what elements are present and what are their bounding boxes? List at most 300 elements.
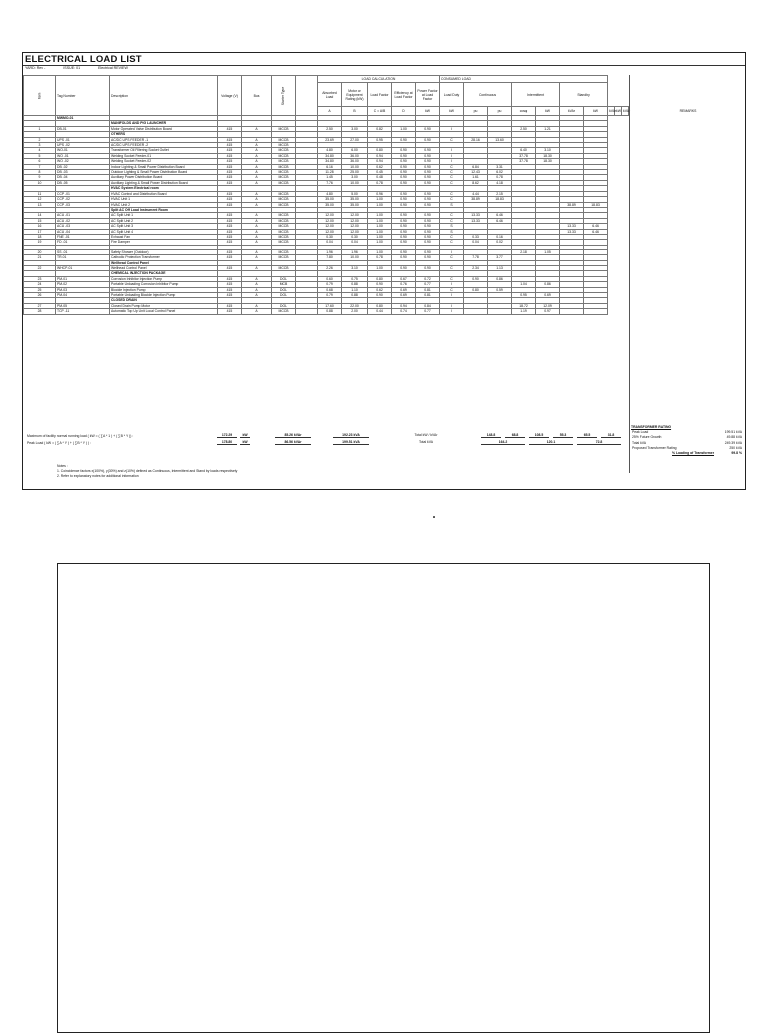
cell-pf: 0.90 bbox=[416, 191, 440, 196]
cell-v: 415 bbox=[218, 282, 242, 287]
cell-r: 10.00 bbox=[342, 164, 368, 169]
cell-ef: 0.90 bbox=[392, 265, 416, 270]
cell-a: 0.88 bbox=[318, 309, 342, 314]
cell-b: A bbox=[242, 287, 272, 292]
transformer-rating-panel bbox=[629, 425, 745, 456]
col-remarks: REMARKS bbox=[679, 109, 697, 113]
cell-s: MCCB bbox=[272, 255, 296, 260]
cell-n: 9 bbox=[24, 175, 56, 180]
note-item: 1. Coincidence factors x(100%), y(30%) and z(10%) defined as Continuous, Intermittent and Stand by loads respectively bbox=[57, 469, 238, 473]
cell-iq: 1.05 bbox=[536, 249, 560, 254]
cell-a: 1.96 bbox=[318, 249, 342, 254]
cell-n: 24 bbox=[24, 282, 56, 287]
cell-iq: 0.69 bbox=[536, 293, 560, 298]
cell-b: A bbox=[242, 234, 272, 239]
load-table bbox=[23, 75, 629, 315]
cell-iq: 0.86 bbox=[536, 282, 560, 287]
cell-n: 15 bbox=[24, 218, 56, 223]
cell-n: 3 bbox=[24, 143, 56, 148]
cell-tag: DB -02 bbox=[56, 164, 110, 169]
cell-b: A bbox=[242, 303, 272, 308]
cell-a: 1.45 bbox=[318, 175, 342, 180]
cell-tag: PM-04 bbox=[56, 293, 110, 298]
cell-lf: 0.80 bbox=[368, 303, 392, 308]
notes-heading: Notes : bbox=[57, 464, 68, 468]
cell-b: A bbox=[242, 153, 272, 158]
unit-cell: kW bbox=[440, 107, 464, 116]
cell-iq: 18.30 bbox=[536, 159, 560, 164]
cell-b: A bbox=[242, 293, 272, 298]
cell-cq: 3.31 bbox=[488, 164, 512, 169]
cell-r: 35.00 bbox=[342, 197, 368, 202]
cell-ef: 0.90 bbox=[392, 249, 416, 254]
cell-a: 0.30 bbox=[318, 234, 342, 239]
cell-b: A bbox=[242, 276, 272, 281]
cell-lf: 1.00 bbox=[368, 234, 392, 239]
col-load-factor: Load Factor bbox=[368, 83, 392, 107]
cell-d: AC/DC UPS FEEDER -2 bbox=[110, 143, 218, 148]
cell-d: Wellhead Control Panel bbox=[110, 265, 218, 270]
cell-r: 1.96 bbox=[342, 249, 368, 254]
cell-d: Motor Operated Valve Distribution Board bbox=[110, 126, 218, 131]
cell-v: 415 bbox=[218, 175, 242, 180]
cell-b: A bbox=[242, 164, 272, 169]
cell-ck: 0.33 bbox=[464, 234, 488, 239]
cell-pf: 0.77 bbox=[416, 282, 440, 287]
cell-d: HVAC Unit 1 bbox=[110, 197, 218, 202]
cell-ef: 0.90 bbox=[392, 229, 416, 234]
cell-r: 0.04 bbox=[342, 240, 368, 245]
cell-tag: UPS -02 bbox=[56, 143, 110, 148]
cell-s: MCCB bbox=[272, 224, 296, 229]
col-spare bbox=[296, 76, 318, 116]
cell-b: A bbox=[242, 202, 272, 207]
cell-a: 6.16 bbox=[318, 164, 342, 169]
col-voltage: Voltage (V) bbox=[218, 76, 242, 116]
cell-tag: WHCP-01 bbox=[56, 265, 110, 270]
cell-v: 415 bbox=[218, 287, 242, 292]
cell-b: A bbox=[242, 175, 272, 180]
cell-s: MCCB bbox=[272, 202, 296, 207]
stray-mark bbox=[433, 516, 435, 518]
cell-r: 10.00 bbox=[342, 255, 368, 260]
cell-tag: DB-01 bbox=[56, 126, 110, 131]
cell-v: 415 bbox=[218, 234, 242, 239]
cell-ck: 38.89 bbox=[464, 197, 488, 202]
cell-s: MCCB bbox=[272, 240, 296, 245]
cell-s: MCCB bbox=[272, 218, 296, 223]
document-title: ELECTRICAL LOAD LIST bbox=[25, 54, 142, 65]
cell-v: 415 bbox=[218, 191, 242, 196]
cell-ef: 0.90 bbox=[392, 213, 416, 218]
cell-pf: 0.77 bbox=[416, 309, 440, 314]
cell-a: 12.00 bbox=[318, 224, 342, 229]
cell-sk bbox=[560, 309, 584, 314]
cell-lf: 0.62 bbox=[368, 164, 392, 169]
cell-v: 415 bbox=[218, 218, 242, 223]
note-item: 2. Refer to explanatory notes for additional information bbox=[57, 474, 139, 478]
cell-b: A bbox=[242, 148, 272, 153]
cell-du: I bbox=[440, 293, 464, 298]
cell-d: AC Split Unit 2 bbox=[110, 218, 218, 223]
cell-d: Fire Damper bbox=[110, 240, 218, 245]
cell-d: Biocide Injection Pump bbox=[110, 287, 218, 292]
cell-ef: 0.94 bbox=[392, 303, 416, 308]
cell-d: Exhaust Fan bbox=[110, 234, 218, 239]
cell-ik: 1.19 bbox=[512, 309, 536, 314]
transformer-loading-label: % Loading of Transformer bbox=[672, 451, 715, 456]
cell-a: 17.60 bbox=[318, 303, 342, 308]
cell-lf: 1.00 bbox=[368, 213, 392, 218]
blank-page-frame bbox=[57, 563, 710, 1033]
cell-lf: 1.00 bbox=[368, 202, 392, 207]
cell-s: MCCB bbox=[272, 175, 296, 180]
cell-a: 34.80 bbox=[318, 153, 342, 158]
sum-intermittent-kvar: 55.3 bbox=[553, 433, 573, 438]
cell-s: DOL bbox=[272, 303, 296, 308]
cell-n: 6 bbox=[24, 159, 56, 164]
cell-ik: 2.50 bbox=[512, 126, 536, 131]
cell-sk: 38.89 bbox=[560, 202, 584, 207]
transformer-row-unit: kVA bbox=[736, 430, 742, 435]
normal-kw-unit: kW bbox=[240, 433, 250, 438]
cell-n: 28 bbox=[24, 309, 56, 314]
cell-s: MCCB bbox=[272, 126, 296, 131]
cell-r: 12.00 bbox=[342, 218, 368, 223]
total-kw-kvar-label: Total kW / kVAr bbox=[414, 433, 438, 437]
revision-label: Electrical REVIEW bbox=[98, 66, 128, 70]
cell-lf: 0.80 bbox=[368, 148, 392, 153]
cell-v: 415 bbox=[218, 276, 242, 281]
cell-lf: 0.94 bbox=[368, 159, 392, 164]
cell-b: A bbox=[242, 213, 272, 218]
cell-lf: 1.00 bbox=[368, 229, 392, 234]
cell-du: C bbox=[440, 180, 464, 185]
transformer-row-value: 199.51 bbox=[724, 430, 736, 435]
cell-du: C bbox=[440, 287, 464, 292]
col-description: Description bbox=[110, 76, 218, 116]
transformer-row-unit: kVA bbox=[736, 445, 742, 450]
cell-ck: 13.33 bbox=[464, 218, 488, 223]
col-item: Item bbox=[24, 76, 56, 116]
cell-r: 0.88 bbox=[342, 293, 368, 298]
cell-n: 16 bbox=[24, 224, 56, 229]
cell-v: 415 bbox=[218, 309, 242, 314]
cell-d: Automatic Top Up Unit Local Control Panel bbox=[110, 309, 218, 314]
cell-v: 415 bbox=[218, 197, 242, 202]
cell-v: 415 bbox=[218, 137, 242, 142]
cell-b: A bbox=[242, 309, 272, 314]
cell-r: 6.00 bbox=[342, 148, 368, 153]
cell-du: C bbox=[440, 191, 464, 196]
cell-v: 415 bbox=[218, 249, 242, 254]
cell-v: 415 bbox=[218, 170, 242, 175]
cell-ef: 0.90 bbox=[392, 148, 416, 153]
unit-cell: D bbox=[392, 107, 416, 116]
unit-cell: A bbox=[318, 107, 342, 116]
cell-ef: 0.90 bbox=[392, 234, 416, 239]
cell-tag: PM-02 bbox=[56, 282, 110, 287]
col-bus: Bus bbox=[242, 76, 272, 116]
cell-tag: TR-01 bbox=[56, 255, 110, 260]
notes-block bbox=[57, 464, 237, 479]
unit-cell: B bbox=[342, 107, 368, 116]
cell-b: A bbox=[242, 249, 272, 254]
col-load-duty: Load Duty bbox=[440, 83, 464, 107]
cell-cq: 6.46 bbox=[488, 213, 512, 218]
kva-standby: 72.8 bbox=[577, 440, 621, 445]
cell-a: 4.80 bbox=[318, 148, 342, 153]
cell-du: C bbox=[440, 170, 464, 175]
cell-s: MCCB bbox=[272, 153, 296, 158]
cell-n: 27 bbox=[24, 303, 56, 308]
group-heading: CLOSED DRAIN bbox=[110, 298, 218, 303]
cell-pf: 0.90 bbox=[416, 197, 440, 202]
cell-du: C bbox=[440, 234, 464, 239]
unit-cell: kW bbox=[615, 107, 622, 116]
load-calculation-header: LOAD CALCULATION bbox=[318, 76, 440, 83]
cell-b: A bbox=[242, 218, 272, 223]
cell-r: 10.00 bbox=[342, 180, 368, 185]
cell-d: AC Split Unit 1 bbox=[110, 213, 218, 218]
cell-du: C bbox=[440, 276, 464, 281]
cell-lf: 0.48 bbox=[368, 175, 392, 180]
cell-ef: 0.90 bbox=[392, 159, 416, 164]
cell-r: 1.10 bbox=[342, 287, 368, 292]
cell-r: 25.00 bbox=[342, 170, 368, 175]
cell-sq: 18.83 bbox=[584, 202, 608, 207]
cell-r: 3.00 bbox=[342, 175, 368, 180]
cell-cq: 13.60 bbox=[488, 137, 512, 142]
cell-du: C bbox=[440, 137, 464, 142]
cell-du: C bbox=[440, 265, 464, 270]
transformer-loading-row bbox=[629, 451, 745, 456]
cell-b: A bbox=[242, 180, 272, 185]
cell-du: C bbox=[440, 197, 464, 202]
col-intermittent: Intermittent bbox=[512, 83, 560, 107]
cell-ik: 37.78 bbox=[512, 159, 536, 164]
cell-v: 415 bbox=[218, 255, 242, 260]
cell-tag: CCP -02 bbox=[56, 197, 110, 202]
cell-cq: 4.18 bbox=[488, 180, 512, 185]
cell-d: Transformer Oil Filtering Socket Outlet bbox=[110, 148, 218, 153]
cell-lf: 1.00 bbox=[368, 240, 392, 245]
cell-d: Portable Unloading Corrosion Inhibitor Pump bbox=[110, 282, 218, 287]
cell-n: 19 bbox=[24, 240, 56, 245]
cell-s: MCCB bbox=[272, 180, 296, 185]
cell-a: 0.04 bbox=[318, 240, 342, 245]
cell-du: S bbox=[440, 229, 464, 234]
cell-s: MCCB bbox=[272, 170, 296, 175]
cell-tag: DB -05 bbox=[56, 180, 110, 185]
total-kva-label: Total kVA bbox=[418, 440, 434, 444]
cell-ef: 0.90 bbox=[392, 218, 416, 223]
cell-tag: WO-01 bbox=[56, 148, 110, 153]
cell-b: A bbox=[242, 229, 272, 234]
cell-pf: 0.90 bbox=[416, 148, 440, 153]
cell-n: 11 bbox=[24, 191, 56, 196]
cell-a: 0.79 bbox=[318, 282, 342, 287]
cell-pf: 0.90 bbox=[416, 159, 440, 164]
cell-s: MCCB bbox=[272, 143, 296, 148]
cell-du: I bbox=[440, 249, 464, 254]
cell-pf: 0.90 bbox=[416, 240, 440, 245]
transformer-rating-heading: TRANSFORMER RATING bbox=[631, 425, 672, 429]
cell-d: Safety Shower (Outdoor) bbox=[110, 249, 218, 254]
cell-tag: TCP -11 bbox=[56, 309, 110, 314]
group-heading: Wellhead Control Panel bbox=[110, 260, 218, 265]
transformer-row-value: 250 bbox=[729, 445, 736, 450]
cell-a: 2.26 bbox=[318, 265, 342, 270]
cell-b: A bbox=[242, 191, 272, 196]
cell-iq: 0.97 bbox=[536, 309, 560, 314]
unit-cell: kVAr bbox=[622, 107, 629, 116]
cell-a: 35.00 bbox=[318, 202, 342, 207]
cell-ef: 0.90 bbox=[392, 175, 416, 180]
cell-sq bbox=[584, 309, 608, 314]
normal-kw: 172.29 bbox=[217, 433, 237, 438]
cell-v: 415 bbox=[218, 240, 242, 245]
cell-sq: 6.46 bbox=[584, 229, 608, 234]
cell-n: 12 bbox=[24, 197, 56, 202]
peak-kw: 178.80 bbox=[217, 440, 237, 445]
cell-v: 415 bbox=[218, 159, 242, 164]
cell-r: 5.00 bbox=[342, 191, 368, 196]
cell-n: 17 bbox=[24, 229, 56, 234]
cell-a: 12.00 bbox=[318, 213, 342, 218]
cell-r: 36.00 bbox=[342, 153, 368, 158]
cell-tag: ACU -03 bbox=[56, 224, 110, 229]
cell-a: 7.76 bbox=[318, 180, 342, 185]
cell-ef: 0.90 bbox=[392, 170, 416, 175]
group-heading: HVAC System Electrical room bbox=[110, 186, 218, 191]
cell-pf: 0.90 bbox=[416, 153, 440, 158]
cell-pf: 0.90 bbox=[416, 126, 440, 131]
cell-tag: SS -01 bbox=[56, 249, 110, 254]
group-heading: Split AC Off Load Instrument Room bbox=[110, 207, 218, 212]
cell-lf: 0.94 bbox=[368, 153, 392, 158]
cell-pf: 0.90 bbox=[416, 255, 440, 260]
cell-pf: 0.90 bbox=[416, 249, 440, 254]
cell-n: 22 bbox=[24, 265, 56, 270]
cell-n: 26 bbox=[24, 293, 56, 298]
cell-cq: 0.78 bbox=[488, 175, 512, 180]
cell-pf: 0.81 bbox=[416, 293, 440, 298]
sum-continuous-kvar: 68.8 bbox=[505, 433, 525, 438]
transformer-row-label: 25% Future Growth bbox=[632, 435, 662, 440]
transformer-row-unit: kVA bbox=[736, 440, 742, 445]
cell-tag: CCP -03 bbox=[56, 202, 110, 207]
peak-kva: 199.51 kVA bbox=[333, 440, 369, 445]
cell-a: 11.28 bbox=[318, 170, 342, 175]
transformer-row-label: Peak Load bbox=[632, 430, 649, 435]
cell-tag: DB -04 bbox=[56, 175, 110, 180]
cell-n: 18 bbox=[24, 234, 56, 239]
cell-du: C bbox=[440, 164, 464, 169]
revision-label: ISSUE: 01 bbox=[63, 66, 81, 70]
col-motor-rating: Motor or Equipment Rating (kW) bbox=[342, 83, 368, 107]
cell-du: C bbox=[440, 213, 464, 218]
cell-ef: 0.90 bbox=[392, 255, 416, 260]
unit-cell: pu bbox=[488, 107, 512, 116]
cell-s: MCCB bbox=[272, 229, 296, 234]
kva-continuous: 164.2 bbox=[481, 440, 525, 445]
col-continuous: Continuous bbox=[464, 83, 512, 107]
cell-pf: 0.90 bbox=[416, 202, 440, 207]
cell-lf: 0.45 bbox=[368, 170, 392, 175]
cell-b: A bbox=[242, 126, 272, 131]
transformer-row-label: Total kVA bbox=[632, 440, 647, 445]
group-heading: MANIFOLDS AND PIG LAUNCHER bbox=[110, 121, 218, 126]
unit-cell: kVAr bbox=[608, 107, 615, 116]
cell-b: A bbox=[242, 197, 272, 202]
cell-pf: 0.90 bbox=[416, 218, 440, 223]
cell-b: A bbox=[242, 265, 272, 270]
cell-pf: 0.90 bbox=[416, 234, 440, 239]
cell-s: DOL bbox=[272, 287, 296, 292]
cell-r: 0.30 bbox=[342, 234, 368, 239]
cell-ik: 37.78 bbox=[512, 153, 536, 158]
cell-ef: 0.67 bbox=[392, 276, 416, 281]
peak-load-label: Peak Load ( kW = ( ∑A * Y ) + ( ∑B * Y ) ) : bbox=[27, 441, 91, 445]
cell-n: 23 bbox=[24, 276, 56, 281]
unit-cell: pu bbox=[464, 107, 488, 116]
cell-s: MCCB bbox=[272, 234, 296, 239]
cell-s: MCCB bbox=[272, 137, 296, 142]
cell-b: A bbox=[242, 143, 272, 148]
cell-sk: 13.33 bbox=[560, 224, 584, 229]
cell-a: 2.50 bbox=[318, 126, 342, 131]
cell-b: A bbox=[242, 137, 272, 142]
cell-s: MCCB bbox=[272, 309, 296, 314]
revision-label: YARD: Rev - bbox=[25, 66, 46, 70]
cell-ef: 0.76 bbox=[392, 282, 416, 287]
cell-du: I bbox=[440, 153, 464, 158]
cell-du: C bbox=[440, 255, 464, 260]
cell-lf: 0.44 bbox=[368, 309, 392, 314]
cell-s: MCB bbox=[272, 282, 296, 287]
cell-d: Welding Socket Feeder-02 bbox=[110, 159, 218, 164]
cell-lf: 0.90 bbox=[368, 282, 392, 287]
cell-spare bbox=[296, 309, 318, 314]
transformer-row-unit: kVA bbox=[736, 435, 742, 440]
cell-cq: 6.02 bbox=[488, 170, 512, 175]
cell-a: 23.69 bbox=[318, 137, 342, 142]
cell-pf: 0.90 bbox=[416, 229, 440, 234]
load-list-sheet bbox=[22, 52, 746, 490]
cell-cq: 0.02 bbox=[488, 240, 512, 245]
cell-v: 415 bbox=[218, 202, 242, 207]
cell-tag: UPS -01 bbox=[56, 137, 110, 142]
cell-v: 415 bbox=[218, 143, 242, 148]
cell-lf: 1.00 bbox=[368, 265, 392, 270]
cell-lf: 1.00 bbox=[368, 224, 392, 229]
cell-pf: 0.84 bbox=[416, 303, 440, 308]
cell-v: 415 bbox=[218, 148, 242, 153]
cell-tag: DB -03 bbox=[56, 170, 110, 175]
cell-ik: 0.95 bbox=[512, 293, 536, 298]
cell-lf: 0.82 bbox=[368, 126, 392, 131]
transformer-loading-unit: % bbox=[738, 451, 742, 456]
cell-ef: 1.00 bbox=[392, 126, 416, 131]
transformer-loading-value: 99.8 bbox=[731, 451, 739, 456]
cell-ck: 7.78 bbox=[464, 255, 488, 260]
group-heading: CHEMICAL INJECTION PACKAGE bbox=[110, 271, 218, 276]
cell-pf: 0.81 bbox=[416, 287, 440, 292]
cell-r: 12.00 bbox=[342, 224, 368, 229]
cell-du: S bbox=[440, 224, 464, 229]
cell-ik: 2.18 bbox=[512, 249, 536, 254]
